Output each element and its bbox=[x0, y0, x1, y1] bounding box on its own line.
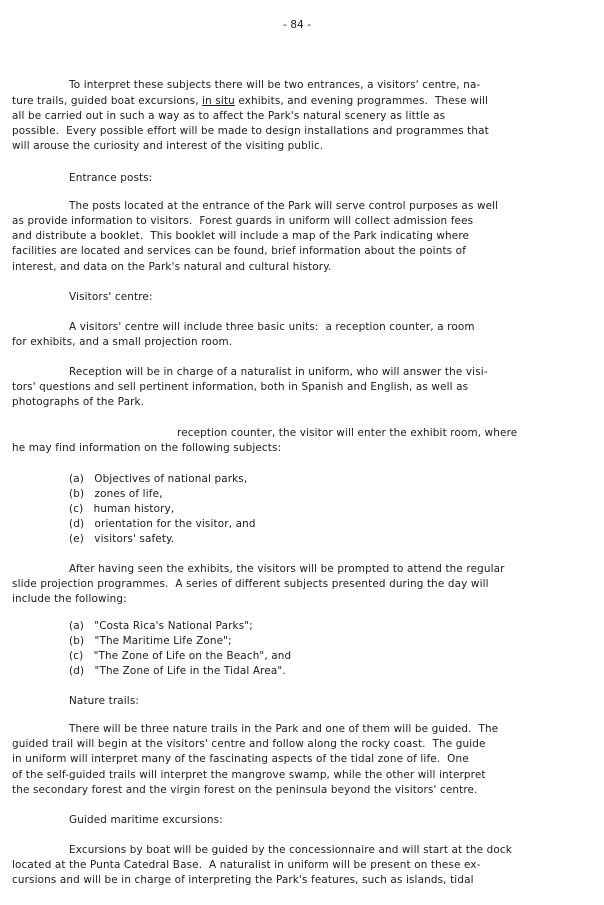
text-line bbox=[12, 94, 488, 109]
list-item: (a) "Costa Rica's National Parks"; bbox=[69, 620, 253, 632]
text-line: Reception will be in charge of a naturalist in uniform, who will answer the visi- bbox=[69, 366, 488, 378]
text-line: photographs of the Park. bbox=[12, 396, 145, 408]
text-line: include the following: bbox=[12, 593, 127, 605]
text-line: cursions and will be in charge of interpreting the Park's features, such as islands, tidal bbox=[12, 874, 474, 886]
text-line: tors' questions and sell pertinent information, both in Spanish and English, as well as bbox=[12, 381, 469, 393]
text-line: The posts located at the entrance of the Park will serve control purposes as well bbox=[69, 200, 499, 212]
text-line: will arouse the curiosity and interest of the visiting public. bbox=[12, 140, 324, 152]
section-heading-excursions: Guided maritime excursions: bbox=[69, 814, 223, 826]
text-line: After having seen the exhibits, the visitors will be prompted to attend the regular bbox=[69, 563, 505, 575]
section-heading-visitors-centre: Visitors' centre: bbox=[69, 291, 153, 303]
text-segment: ture trails, guided boat excursions, bbox=[12, 95, 203, 107]
list-item: (a) Objectives of national parks, bbox=[69, 473, 248, 485]
text-line: guided trail will begin at the visitors' centre and follow along the rocky coast. The guide bbox=[12, 738, 486, 750]
section-heading-nature-trails: Nature trails: bbox=[69, 695, 140, 707]
text-line: all be carried out in such a way as to affect the Park's natural scenery as little as bbox=[12, 110, 446, 122]
text-line: A visitors' centre will include three basic units: a reception counter, a room bbox=[69, 321, 475, 333]
text-segment: exhibits, and evening programmes. These will bbox=[234, 95, 489, 107]
list-item: (d) orientation for the visitor, and bbox=[69, 518, 256, 530]
text-line: as provide information to visitors. Forest guards in uniform will collect admission fees bbox=[12, 215, 474, 227]
text-line: There will be three nature trails in the Park and one of them will be guided. The bbox=[69, 723, 499, 735]
section-heading-entrance: Entrance posts: bbox=[69, 172, 153, 184]
list-item: (b) zones of life, bbox=[69, 488, 163, 500]
text-line: facilities are located and services can be found, brief information about the points of bbox=[12, 245, 466, 257]
text-line: interest, and data on the Park's natural and cultural history. bbox=[12, 261, 332, 273]
underlined-term: in situ bbox=[202, 95, 235, 107]
text-line: Excursions by boat will be guided by the concessionnaire and will start at the dock bbox=[69, 844, 512, 856]
text-line: reception counter, the visitor will enter the exhibit room, where bbox=[177, 427, 518, 439]
text-line: the secondary forest and the virgin forest on the peninsula beyond the visitors' centre. bbox=[12, 784, 478, 796]
list-item: (d) "The Zone of Life in the Tidal Area". bbox=[69, 665, 286, 677]
text-line: To interpret these subjects there will be two entrances, a visitors' centre, na- bbox=[69, 79, 481, 91]
text-line: he may find information on the following subjects: bbox=[12, 442, 282, 454]
text-line: and distribute a booklet. This booklet will include a map of the Park indicating where bbox=[12, 230, 470, 242]
text-line: in uniform will interpret many of the fascinating aspects of the tidal zone of life. One bbox=[12, 753, 469, 765]
list-item: (c) human history, bbox=[69, 503, 175, 515]
text-line: of the self-guided trails will interpret the mangrove swamp, while the other will interpret bbox=[12, 769, 486, 781]
text-line: for exhibits, and a small projection room. bbox=[12, 336, 233, 348]
page-number: - 84 - bbox=[283, 19, 312, 31]
list-item: (b) "The Maritime Life Zone"; bbox=[69, 635, 232, 647]
text-line: slide projection programmes. A series of different subjects presented during the day will bbox=[12, 578, 489, 590]
list-item: (e) visitors' safety. bbox=[69, 533, 175, 545]
text-line: possible. Every possible effort will be made to design installations and programmes that bbox=[12, 125, 489, 137]
list-item: (c) "The Zone of Life on the Beach", and bbox=[69, 650, 292, 662]
text-line: located at the Punta Catedral Base. A naturalist in uniform will be present on these ex- bbox=[12, 859, 481, 871]
